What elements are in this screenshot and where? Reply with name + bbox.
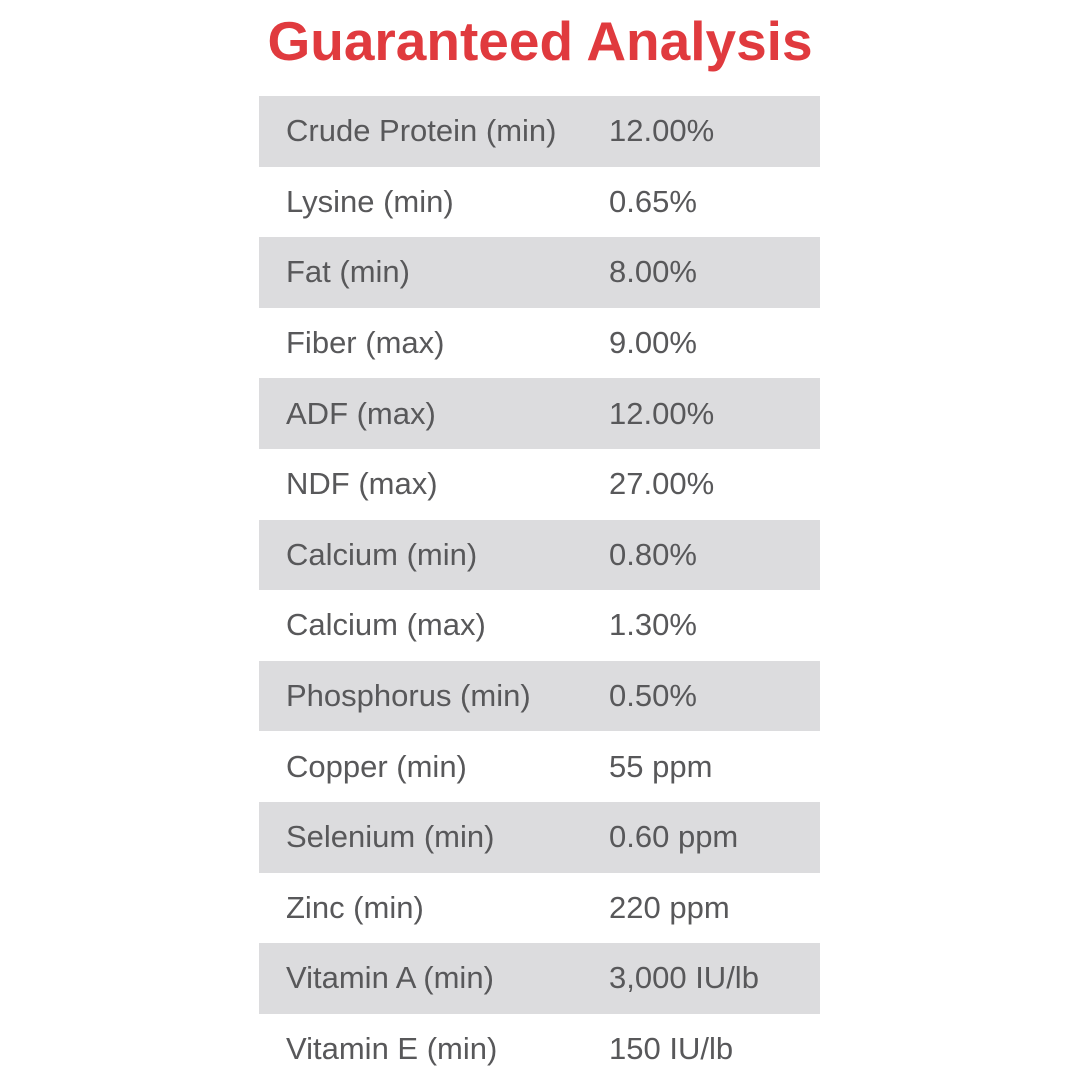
table-row (259, 520, 820, 591)
row-label: NDF (max) (286, 466, 438, 502)
table-row (259, 731, 820, 802)
table-row (259, 873, 820, 944)
row-label: Calcium (min) (286, 536, 478, 572)
row-label: Vitamin A (min) (286, 960, 494, 996)
row-label: Zinc (min) (286, 889, 424, 925)
row-value: 27.00% (609, 466, 715, 502)
row-value: 1.30% (609, 607, 697, 643)
table-row (259, 449, 820, 520)
row-label: Fiber (max) (286, 325, 445, 361)
row-value: 8.00% (609, 254, 697, 290)
row-label: Phosphorus (min) (286, 678, 531, 714)
table-row (259, 943, 820, 1014)
row-value: 0.65% (609, 183, 697, 219)
row-label: Crude Protein (min) (286, 113, 557, 149)
row-label: Copper (min) (286, 748, 467, 784)
table-row (259, 237, 820, 308)
row-label: Fat (min) (286, 254, 410, 290)
row-label: Vitamin E (min) (286, 1031, 498, 1067)
table-row (259, 1014, 820, 1080)
analysis-table (259, 96, 820, 1080)
row-label: ADF (max) (286, 395, 436, 431)
table-row (259, 661, 820, 732)
row-value: 9.00% (609, 325, 697, 361)
row-label: Selenium (min) (286, 819, 495, 855)
table-row (259, 308, 820, 379)
row-label: Calcium (max) (286, 607, 486, 643)
row-value: 12.00% (609, 395, 715, 431)
table-row (259, 378, 820, 449)
row-value: 55 ppm (609, 748, 713, 784)
row-label: Lysine (min) (286, 183, 454, 219)
row-value: 150 IU/lb (609, 1031, 734, 1067)
row-value: 0.50% (609, 678, 697, 714)
page-title: Guaranteed Analysis (267, 10, 813, 72)
row-value: 12.00% (609, 113, 715, 149)
row-value: 0.80% (609, 536, 697, 572)
row-value: 3,000 IU/lb (609, 960, 759, 996)
table-row (259, 590, 820, 661)
row-value: 0.60 ppm (609, 819, 739, 855)
row-value: 220 ppm (609, 889, 730, 925)
table-row (259, 167, 820, 238)
table-row (259, 802, 820, 873)
table-row (259, 96, 820, 167)
